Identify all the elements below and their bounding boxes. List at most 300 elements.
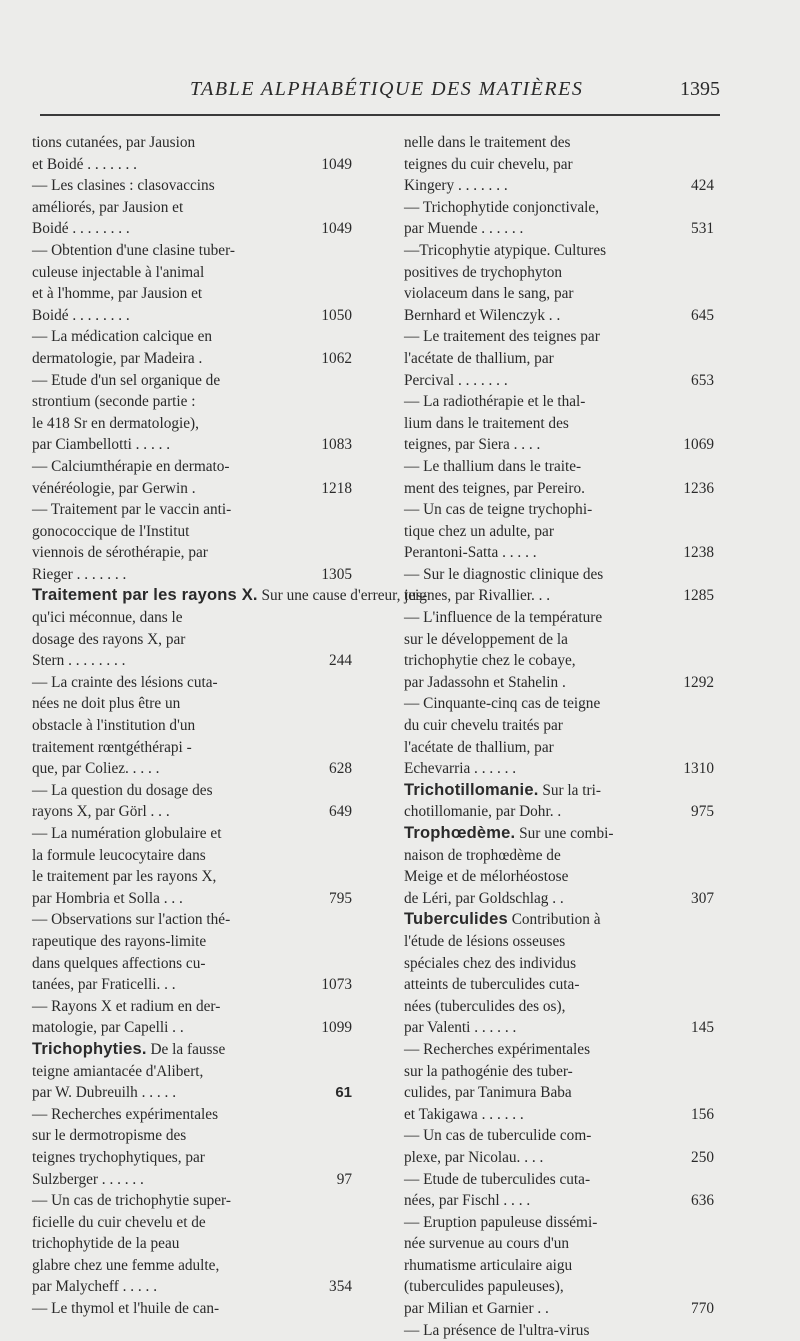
entry-page-number: 307 — [691, 889, 714, 907]
right-column — [404, 132, 714, 1341]
entry-text: l'acétate de thallium, par — [404, 349, 554, 367]
entry-line — [32, 888, 352, 910]
entry-line — [404, 1190, 714, 1212]
index-entry — [404, 693, 714, 779]
entry-text: — Un cas de teigne trychophi- — [404, 501, 593, 519]
entry-line — [404, 542, 714, 564]
entry-line — [404, 866, 714, 888]
entry-line — [404, 1233, 714, 1255]
entry-text: Stern . . . . . . . . — [32, 652, 126, 670]
entry-page-number: 1049 — [321, 220, 352, 238]
entry-text: nelle dans le traitement des — [404, 134, 571, 151]
entry-text: par Malycheff . . . . . — [32, 1278, 158, 1296]
entry-text: Boidé . . . . . . . . — [32, 306, 130, 324]
entry-text: sur le dermotropisme des — [32, 1127, 187, 1145]
entry-line — [32, 1212, 352, 1234]
entry-text: gonococcique de l'Institut — [32, 522, 190, 540]
entry-text: chotillomanie, par Dohr. . — [404, 803, 562, 821]
index-entry — [32, 909, 352, 995]
entry-line — [32, 197, 352, 219]
entry-line — [32, 1233, 352, 1255]
index-entry — [32, 1298, 352, 1320]
index-entry — [32, 780, 352, 823]
entry-line — [404, 780, 714, 802]
entry-text: et à l'homme, par Jausion et — [32, 285, 203, 303]
header-rule — [40, 114, 720, 116]
entry-text: Sur une combi- — [519, 825, 614, 842]
entry-text: De la fausse — [150, 1040, 226, 1058]
entry-line — [404, 240, 714, 262]
entry-text: — La numération globulaire et — [32, 825, 222, 842]
entry-text: — Sur le diagnostic clinique des — [404, 565, 604, 583]
entry-text: violaceum dans le sang, par — [404, 285, 574, 303]
entry-text: lium dans le traitement des — [404, 414, 569, 432]
entry-line — [404, 564, 714, 586]
entry-text: Sulzberger . . . . . . — [32, 1170, 144, 1188]
entry-heading: Trophœdème. — [404, 824, 516, 842]
entry-line — [404, 996, 714, 1018]
entry-page-number: 1285 — [683, 587, 714, 605]
entry-line — [404, 585, 714, 607]
entry-line — [32, 521, 352, 543]
entry-text: — Le thymol et l'huile de can- — [32, 1300, 220, 1318]
entry-line — [404, 845, 714, 867]
entry-text: rapeutique des rayons-limite — [32, 932, 207, 950]
entry-text: l'acétate de thallium, par — [404, 738, 554, 756]
entry-line — [404, 348, 714, 370]
entry-text: atteints de tuberculides cuta- — [404, 976, 580, 994]
entry-text: par W. Dubreuilh . . . . . — [32, 1084, 177, 1102]
entry-text: rhumatisme articulaire aigu — [404, 1256, 573, 1274]
entry-line — [404, 1169, 714, 1191]
index-entry — [32, 996, 352, 1039]
entry-line — [404, 521, 714, 543]
index-entry — [32, 175, 352, 240]
entry-line — [404, 283, 714, 305]
entry-text: teignes, par Siera . . . . — [404, 436, 541, 454]
left-column — [32, 132, 428, 1320]
entry-line — [32, 305, 352, 327]
entry-line — [32, 909, 352, 931]
entry-line — [32, 823, 352, 845]
entry-page-number: 1099 — [321, 1019, 352, 1037]
index-entry — [32, 1039, 352, 1104]
index-entry — [32, 585, 428, 671]
entry-text: Boidé . . . . . . . . — [32, 220, 130, 238]
entry-line — [404, 1212, 714, 1234]
entry-text: — Un cas de tuberculide com- — [404, 1127, 592, 1145]
entry-line — [404, 132, 714, 154]
entry-line — [32, 499, 352, 521]
entry-text: améliorés, par Jausion et — [32, 198, 184, 216]
entry-line — [32, 1017, 352, 1039]
entry-page-number: 531 — [691, 220, 714, 238]
entry-page-number: 1310 — [683, 760, 714, 778]
entry-text: — Eruption papuleuse dissémi- — [404, 1213, 598, 1231]
entry-line — [404, 197, 714, 219]
entry-line — [404, 693, 714, 715]
entry-text: obstacle à l'institution d'un — [32, 717, 196, 735]
entry-line — [32, 1255, 352, 1277]
entry-line — [32, 629, 352, 651]
entry-line — [404, 1255, 714, 1277]
entry-line — [32, 585, 428, 607]
entry-line — [404, 801, 714, 823]
entry-page-number: 1073 — [321, 976, 352, 994]
entry-text: rayons X, par Görl . . . — [32, 803, 170, 821]
index-entry — [404, 607, 714, 693]
entry-text: — La question du dosage des — [32, 781, 213, 799]
entry-text: — La crainte des lésions cuta- — [32, 673, 218, 691]
entry-text: dosage des rayons X, par — [32, 630, 186, 648]
entry-line — [404, 672, 714, 694]
page-header — [40, 78, 720, 108]
entry-text: —Tricophytie atypique. Cultures — [404, 241, 607, 259]
entry-line — [404, 1082, 714, 1104]
entry-text: — Etude d'un sel organique de — [32, 371, 221, 389]
entry-text: dans quelques affections cu- — [32, 954, 206, 972]
entry-line — [32, 1082, 352, 1104]
entry-text: et Takigawa . . . . . . — [404, 1105, 524, 1123]
entry-text: — La médication calcique en — [32, 328, 213, 346]
entry-line — [32, 326, 352, 348]
entry-text: naison de trophœdème de — [404, 846, 561, 864]
entry-line — [404, 1276, 714, 1298]
entry-text: trichophytide de la peau — [32, 1235, 180, 1253]
entry-text: (tuberculides papuleuses), — [404, 1278, 564, 1296]
entry-text: — Calciumthérapie en dermato- — [32, 457, 230, 475]
entry-text: teigne amiantacée d'Alibert, — [32, 1062, 204, 1080]
entry-line — [32, 456, 352, 478]
index-entry — [32, 1190, 352, 1298]
entry-text: Percival . . . . . . . — [404, 371, 508, 389]
entry-text: nées, par Fischl . . . . — [404, 1192, 531, 1210]
entry-text: — L'influence de la température — [404, 609, 603, 627]
entry-text: — Obtention d'une clasine tuber- — [32, 241, 235, 259]
entry-line — [404, 953, 714, 975]
entry-line — [32, 1276, 352, 1298]
index-entry — [404, 499, 714, 564]
entry-page-number: 156 — [691, 1105, 714, 1123]
entry-page-number: 1083 — [321, 436, 352, 454]
entry-line — [32, 693, 352, 715]
entry-line — [404, 1017, 714, 1039]
index-entry — [32, 132, 352, 175]
index-entry — [32, 672, 352, 780]
entry-line — [32, 974, 352, 996]
entry-text: tique chez un adulte, par — [404, 522, 554, 540]
entry-line — [404, 931, 714, 953]
entry-line — [404, 413, 714, 435]
entry-page-number: 649 — [329, 803, 352, 821]
entry-line — [32, 132, 352, 154]
entry-page-number: 1236 — [683, 479, 714, 497]
entry-page-number: 145 — [691, 1019, 714, 1037]
entry-line — [32, 218, 352, 240]
entry-text: traitement rœntgéthérapi - — [32, 738, 192, 756]
entry-line — [32, 348, 352, 370]
index-entry — [404, 780, 714, 823]
index-entry — [404, 391, 714, 456]
entry-page-number: 636 — [691, 1192, 714, 1210]
entry-line — [404, 154, 714, 176]
entry-page-number: 250 — [691, 1148, 714, 1166]
entry-line — [32, 1190, 352, 1212]
entry-line — [404, 758, 714, 780]
entry-text: nées ne doit plus être un — [32, 695, 181, 713]
entry-line — [404, 456, 714, 478]
entry-text: — La radiothérapie et le thal- — [404, 393, 586, 411]
entry-line — [404, 737, 714, 759]
entry-text: glabre chez une femme adulte, — [32, 1256, 220, 1274]
entry-heading: Trichophyties. — [32, 1039, 147, 1058]
entry-line — [404, 888, 714, 910]
entry-line — [32, 866, 352, 888]
entry-text: — Etude de tuberculides cuta- — [404, 1170, 591, 1188]
index-entry — [404, 1039, 714, 1125]
index-entry — [404, 1212, 714, 1320]
entry-text: — Rayons X et radium en der- — [32, 997, 221, 1015]
entry-line — [32, 262, 352, 284]
entry-text: — Cinquante-cinq cas de teigne — [404, 695, 601, 713]
entry-text: qu'ici méconnue, dans le — [32, 609, 183, 627]
index-entry — [404, 823, 714, 909]
index-entry — [32, 1104, 352, 1190]
entry-line — [404, 650, 714, 672]
index-entry — [404, 1125, 714, 1168]
entry-line — [32, 607, 352, 629]
entry-text: — Observations sur l'action thé- — [32, 911, 231, 929]
entry-line — [404, 391, 714, 413]
entry-line — [404, 607, 714, 629]
entry-text: — Un cas de trichophytie super- — [32, 1192, 231, 1210]
entry-line — [404, 1298, 714, 1320]
entry-text: culides, par Tanimura Baba — [404, 1084, 572, 1102]
entry-line — [32, 845, 352, 867]
entry-text: Meige et de mélorhéostose — [404, 868, 569, 886]
entry-text: — Traitement par le vaccin anti- — [32, 501, 232, 519]
entry-text: par Ciambellotti . . . . . — [32, 436, 171, 454]
entry-line — [404, 1061, 714, 1083]
entry-page-number: 1292 — [683, 673, 714, 691]
entry-page-number: 628 — [329, 760, 352, 778]
index-entry — [404, 456, 714, 499]
entry-page-number: 653 — [691, 371, 714, 389]
entry-page-number: 975 — [691, 803, 714, 821]
entry-text: Perantoni-Satta . . . . . — [404, 544, 537, 562]
entry-text: dermatologie, par Madeira . — [32, 349, 203, 367]
entry-text: teignes du cuir chevelu, par — [404, 155, 573, 173]
entry-text: par Jadassohn et Stahelin . — [404, 673, 566, 691]
entry-text: par Muende . . . . . . — [404, 220, 524, 238]
entry-text: — Trichophytide conjonctivale, — [404, 198, 600, 216]
entry-text: ficielle du cuir chevelu et de — [32, 1213, 206, 1231]
entry-line — [32, 931, 352, 953]
entry-text: tanées, par Fraticelli. . . — [32, 976, 176, 994]
entry-line — [404, 1320, 714, 1341]
index-entry — [32, 499, 352, 585]
entry-text: — Les clasines : clasovaccins — [32, 177, 215, 195]
entry-text: née survenue au cours d'un — [404, 1235, 570, 1253]
entry-line — [404, 1125, 714, 1147]
entry-line — [32, 737, 352, 759]
entry-page-number: 1218 — [321, 479, 352, 497]
entry-line — [404, 1039, 714, 1061]
entry-line — [404, 218, 714, 240]
entry-text: — Recherches expérimentales — [32, 1105, 219, 1123]
entry-text: par Milian et Garnier . . — [404, 1300, 549, 1318]
entry-line — [32, 715, 352, 737]
entry-text: — La présence de l'ultra-virus — [404, 1321, 590, 1339]
entry-line — [32, 650, 352, 672]
entry-page-number: 1069 — [683, 436, 714, 454]
entry-text: de Léri, par Goldschlag . . — [404, 889, 564, 907]
entry-line — [404, 478, 714, 500]
entry-line — [32, 370, 352, 392]
entry-page-number: 1238 — [683, 544, 714, 562]
entry-line — [32, 391, 352, 413]
entry-line — [404, 305, 714, 327]
entry-text: spéciales chez des individus — [404, 954, 577, 972]
entry-text: — Le thallium dans le traite- — [404, 457, 582, 475]
index-entry — [404, 1320, 714, 1341]
entry-text: du cuir chevelu traités par — [404, 717, 563, 735]
entry-text: Sur une cause d'erreur, jus- — [261, 587, 428, 605]
index-entry — [32, 326, 352, 369]
entry-heading: Trichotillomanie. — [404, 780, 539, 799]
entry-text: Sur la tri- — [542, 781, 601, 799]
entry-line — [404, 715, 714, 737]
entry-text: par Valenti . . . . . . — [404, 1019, 517, 1037]
entry-text: sur la pathogénie des tuber- — [404, 1062, 573, 1080]
entry-line — [404, 974, 714, 996]
entry-line — [32, 1147, 352, 1169]
entry-line — [404, 499, 714, 521]
entry-heading: Tuberculides — [404, 910, 508, 929]
entry-page-number: 61 — [335, 1084, 352, 1102]
entry-line — [32, 758, 352, 780]
entry-line — [32, 564, 352, 586]
index-entry — [32, 823, 352, 909]
index-entry — [32, 240, 352, 326]
index-entry — [404, 132, 714, 197]
running-title: TABLE ALPHABÉTIQUE DES MATIÈRES — [190, 78, 584, 100]
entry-text: tions cutanées, par Jausion — [32, 134, 196, 151]
index-entry — [32, 370, 352, 456]
entry-text: l'étude de lésions osseuses — [404, 932, 566, 950]
entry-text: Kingery . . . . . . . — [404, 177, 508, 195]
entry-page-number: 244 — [329, 652, 352, 670]
entry-text: teignes trychophytiques, par — [32, 1148, 205, 1166]
entry-page-number: 795 — [329, 889, 352, 907]
index-entry — [32, 456, 352, 499]
entry-line — [32, 413, 352, 435]
entry-text: que, par Coliez. . . . . — [32, 760, 160, 778]
entry-text: vénéréologie, par Gerwin . — [32, 479, 196, 497]
entry-heading: Traitement par les rayons X. — [32, 586, 258, 605]
entry-text: plexe, par Nicolau. . . . — [404, 1148, 544, 1166]
entry-page-number: 1050 — [321, 306, 352, 324]
entry-text: et Boidé . . . . . . . — [32, 155, 137, 173]
index-entry — [404, 197, 714, 240]
entry-line — [404, 434, 714, 456]
entry-page-number: 645 — [691, 306, 714, 324]
entry-line — [32, 542, 352, 564]
page-number: 1395 — [680, 78, 720, 100]
entry-line — [404, 326, 714, 348]
entry-text: trichophytie chez le cobaye, — [404, 652, 576, 670]
entry-text: teignes, par Rivallier. . . — [404, 587, 551, 605]
entry-text: culeuse injectable à l'animal — [32, 263, 205, 281]
entry-line — [404, 823, 714, 845]
entry-text: nées (tuberculides des os), — [404, 997, 566, 1015]
entry-line — [32, 1125, 352, 1147]
index-entry — [404, 909, 714, 1039]
entry-text: Contribution à — [511, 911, 601, 929]
entry-text: par Hombria et Solla . . . — [32, 889, 183, 907]
entry-text: strontium (seconde partie : — [32, 393, 196, 411]
index-entry — [404, 1169, 714, 1212]
index-entry — [404, 240, 714, 326]
entry-line — [404, 262, 714, 284]
entry-page-number: 1062 — [321, 349, 352, 367]
entry-line — [404, 1147, 714, 1169]
entry-line — [32, 672, 352, 694]
entry-line — [32, 1104, 352, 1126]
entry-page-number: 1049 — [321, 155, 352, 173]
entry-text: la formule leucocytaire dans — [32, 846, 206, 864]
entry-page-number: 770 — [691, 1300, 714, 1318]
entry-page-number: 1305 — [321, 565, 352, 583]
entry-text: positives de trychophyton — [404, 263, 563, 281]
entry-line — [32, 953, 352, 975]
entry-line — [32, 801, 352, 823]
entry-page-number: 97 — [336, 1170, 352, 1188]
entry-text: le traitement par les rayons X, — [32, 868, 217, 886]
entry-text: Echevarria . . . . . . — [404, 760, 517, 778]
entry-line — [404, 629, 714, 651]
entry-line — [32, 478, 352, 500]
entry-text: matologie, par Capelli . . — [32, 1019, 184, 1037]
entry-line — [32, 1298, 352, 1320]
entry-text: Rieger . . . . . . . — [32, 565, 127, 583]
index-entry — [404, 564, 714, 607]
entry-text: viennois de sérothérapie, par — [32, 544, 208, 562]
entry-text: le 418 Sr en dermatologie), — [32, 414, 199, 432]
entry-text: — Recherches expérimentales — [404, 1040, 591, 1058]
entry-page-number: 354 — [329, 1278, 352, 1296]
entry-line — [32, 1061, 352, 1083]
entry-page-number: 424 — [691, 177, 714, 195]
entry-line — [32, 780, 352, 802]
entry-line — [404, 1104, 714, 1126]
entry-line — [404, 370, 714, 392]
entry-text: ment des teignes, par Pereiro. — [404, 479, 585, 497]
entry-line — [32, 996, 352, 1018]
entry-text: — Le traitement des teignes par — [404, 328, 600, 346]
entry-line — [32, 283, 352, 305]
entry-line — [404, 909, 714, 931]
index-entry — [404, 326, 714, 391]
entry-line — [32, 1169, 352, 1191]
entry-line — [32, 1039, 352, 1061]
entry-text: Bernhard et Wilenczyk . . — [404, 306, 561, 324]
entry-text: sur le développement de la — [404, 630, 568, 648]
entry-line — [32, 175, 352, 197]
entry-line — [404, 175, 714, 197]
entry-line — [32, 154, 352, 176]
entry-line — [32, 240, 352, 262]
